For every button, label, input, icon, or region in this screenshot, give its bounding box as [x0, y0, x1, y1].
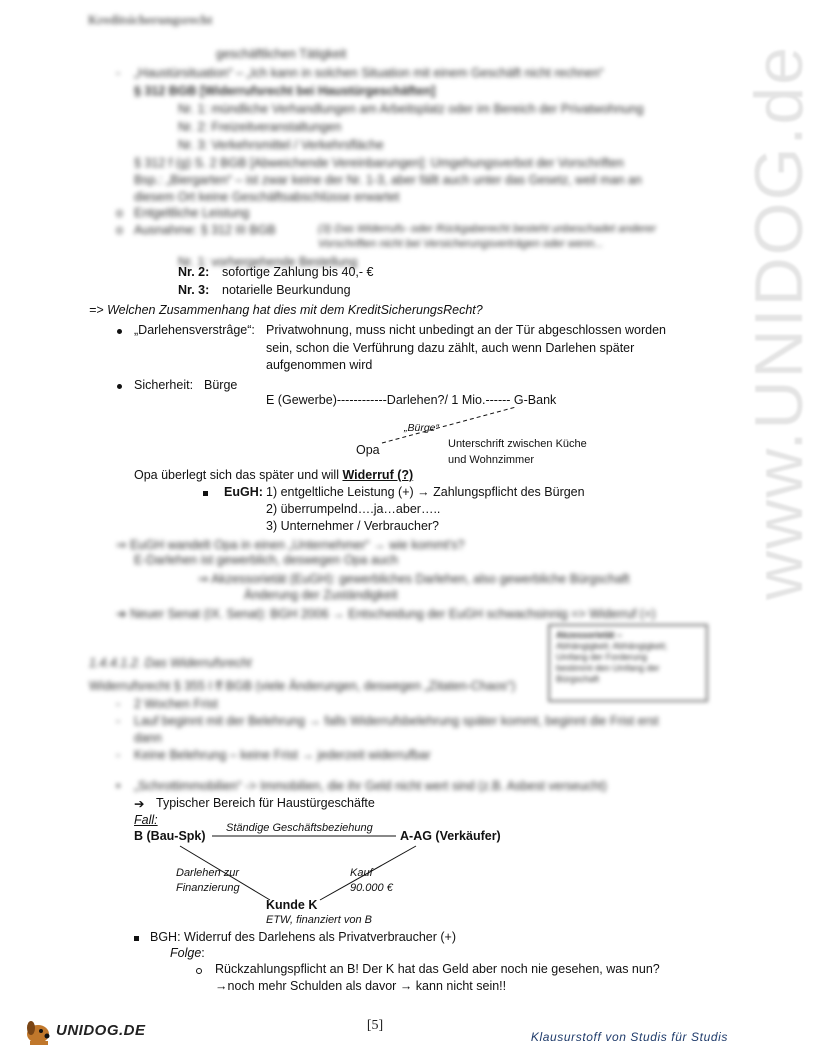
eugh-item: 3) Unternehmer / Verbraucher?: [266, 519, 440, 533]
blurred-line: Nr. 2: Freizeitveranstaltungen: [178, 120, 342, 134]
blurred-line: Nr. 3: Verkehrsmittel / Verkehrsfläche: [178, 138, 384, 152]
arrow-icon: ➔: [134, 797, 145, 811]
folge-text: Rückzahlungspflicht an B! Der K hat das Geld aber noch nie gesehen, was nun?: [215, 962, 660, 976]
blurred-line: § 312 f (g) S. 2 BGB [Abweichende Vereinbarungen]: Umgehungsverbot der Vorschriften: [134, 156, 624, 170]
typisch-text: Typischer Bereich für Haustürgeschäfte: [156, 796, 375, 810]
folge-label: [170, 946, 205, 960]
question-line: => Welchen Zusammenhang hat dies mit dem KreditSicherungsRecht?: [89, 303, 483, 317]
fall-label: Fall:: [134, 813, 158, 827]
blurred-line: Nr. 1: vorhergehende Bestellung: [178, 255, 358, 269]
sicherheit-label: Sicherheit:: [134, 378, 194, 392]
blurred-line: dann: [134, 731, 162, 745]
exception-label: Nr. 2:: [178, 265, 210, 279]
darlehen-text: sein, schon die Verführung dazu zählt, auch wenn Darlehen später: [266, 341, 635, 355]
blurred-quote: Vorschriften nicht bei Versicherungsverträgen oder wenn...: [318, 238, 604, 250]
blurred-line: Ausnahme: § 312 III BGB: [134, 223, 276, 237]
party-a: A-AG (Verkäufer): [400, 829, 501, 843]
exception-label: Nr. 3:: [178, 283, 210, 297]
footer-tagline: Klausurstoff von Studis für Studis: [530, 1030, 728, 1044]
blurred-line: geschäftlichen Tätigkeit: [216, 47, 347, 61]
blurred-line: Keine Belehrung – keine Frist → jederzeit widerrufbar: [134, 748, 431, 762]
exception-text: notarielle Beurkundung: [222, 283, 351, 297]
blurred-line: Lauf beginnt mit der Belehrung → falls Widerrufsbelehrung später kommt, beginnt die Frist erst: [134, 714, 659, 728]
note-line: Akzessorietät –: [556, 630, 623, 640]
darlehen-label: „Darlehensverstrâge“:: [134, 323, 255, 337]
blurred-line: E-Darlehen ist gewerblich, deswegen Opa auch: [134, 553, 399, 567]
party-b: B (Bau-Spk): [134, 829, 206, 843]
unterschrift-text: und Wohnzimmer: [448, 454, 534, 466]
note-line: bestimmt den Umfang der: [556, 663, 660, 673]
etw-label: ETW, finanziert von B: [266, 914, 372, 926]
blurred-line: Entgeltliche Leistung: [134, 206, 250, 220]
blurred-bullet: -: [116, 697, 121, 711]
blurred-bullet: o: [116, 206, 123, 220]
blurred-line: Änderung der Zuständigkeit: [244, 588, 398, 602]
darlehen-text: aufgenommen wird: [266, 358, 373, 372]
note-line: Abhängigkeit; Abhängigkeit;: [556, 641, 668, 651]
note-line: Bürgschaft: [556, 674, 600, 684]
blurred-bullet: o: [116, 223, 123, 237]
buerge-label: „Bürge“: [404, 422, 440, 434]
widerruf-emphasis: Widerruf (?): [342, 468, 414, 482]
blurred-bullet: -: [116, 748, 121, 762]
bgh-text: BGH: Widerruf des Darlehens als Privatverbraucher (+): [150, 930, 457, 944]
eugh-label: EuGH:: [224, 485, 263, 499]
folge-text: →noch mehr Schulden als davor → kann nicht sein!!: [215, 979, 507, 993]
opa-label: Opa: [356, 443, 380, 457]
bullet-square: [134, 936, 139, 941]
buergschaft-diagram-line: E (Gewerbe)------------Darlehen?/ 1 Mio.------ G-Bank: [266, 393, 557, 407]
blurred-bullet: -: [116, 714, 121, 728]
sicherheit-value: Bürge: [204, 378, 238, 392]
folge-colon: :: [201, 946, 205, 960]
kauf-label: Kauf: [350, 867, 373, 879]
opa-sentence-text: Opa überlegt sich das später und will: [134, 468, 343, 482]
blurred-line: ⇒ Akzessorietät (EuGH): gewerbliches Darlehen, also gewerbliche Bürgschaft: [198, 572, 630, 586]
blurred-line: Widerrufsrecht § 355 I ff BGB (viele Änderungen, deswegen „Zitaten-Chaos“): [89, 679, 516, 693]
eugh-item: 2) überrumpelnd….ja…aber…..: [266, 502, 441, 516]
logo-text: UNIDOG.DE: [56, 1022, 146, 1039]
blurred-line: „Schrottimmobilien“ -> Immobilien, die ihr Geld nicht wert sind (z.B. Asbest verseucht): [134, 779, 607, 793]
blurred-line: Bsp.: „Biergarten“ – ist zwar keine der Nr. 1-3, aber fällt auch unter das Gesetz, weil man an: [134, 173, 642, 187]
exception-text: sofortige Zahlung bis 40,- €: [222, 265, 374, 279]
blurred-bullet: -: [116, 66, 121, 80]
blurred-quote: (3) Das Widerrufs- oder Rückgaberecht besteht unbeschadet anderer: [318, 223, 657, 235]
blurred-bullet: •: [116, 779, 121, 793]
eugh-item: 1) entgeltliche Leistung (+) → Zahlungspflicht des Bürgen: [266, 485, 585, 499]
blurred-section-heading: 1.4.4.1.2. Das Widerrufsrecht: [89, 656, 252, 670]
page-number: [5]: [366, 1018, 384, 1033]
blurred-line: 2 Wochen Frist: [134, 697, 218, 711]
blurred-line: ⇒ EuGH wandelt Opa in einen „Unternehmer“ → wie kommt's?: [116, 538, 465, 552]
finanzierung-label: Finanzierung: [176, 882, 240, 894]
blurred-line: diesem Ort keine Geschäftsabschlüsse erwartet: [134, 190, 400, 204]
note-line: Umfang der Forderung: [556, 652, 648, 662]
blurred-line: Nr. 1: mündliche Verhandlungen am Arbeitsplatz oder im Bereich der Privatwohnung: [178, 102, 644, 116]
blurred-line: § 312 BGB [Widerrufsrecht bei Haustürgeschäften]: [134, 84, 436, 98]
darlehen-zur-label: Darlehen zur: [176, 867, 239, 879]
blurred-line: „Haustürsituation“ – „Ich kann in solchen Situation mit einem Geschäft nicht rechnen“: [134, 66, 604, 80]
kunde-label: Kunde K: [266, 898, 318, 912]
page-header: Kreditsicherungsrecht: [88, 12, 213, 27]
bullet-circle: [196, 968, 202, 974]
watermark-text: www.UNIDOG.de: [741, 45, 817, 600]
blurred-line: ➔ Neuer Senat (IX. Senat): BGH 2006 → Entscheidung der EuGH schwachsinnig => Widerruf (+): [116, 607, 656, 621]
beziehung-label: Ständige Geschäftsbeziehung: [226, 822, 373, 834]
folge-label-text: Folge: [170, 946, 202, 960]
betrag-label: 90.000 €: [350, 882, 393, 894]
unterschrift-text: Unterschrift zwischen Küche: [448, 438, 587, 450]
darlehen-text: Privatwohnung, muss nicht unbedingt an der Tür abgeschlossen worden: [266, 323, 667, 337]
